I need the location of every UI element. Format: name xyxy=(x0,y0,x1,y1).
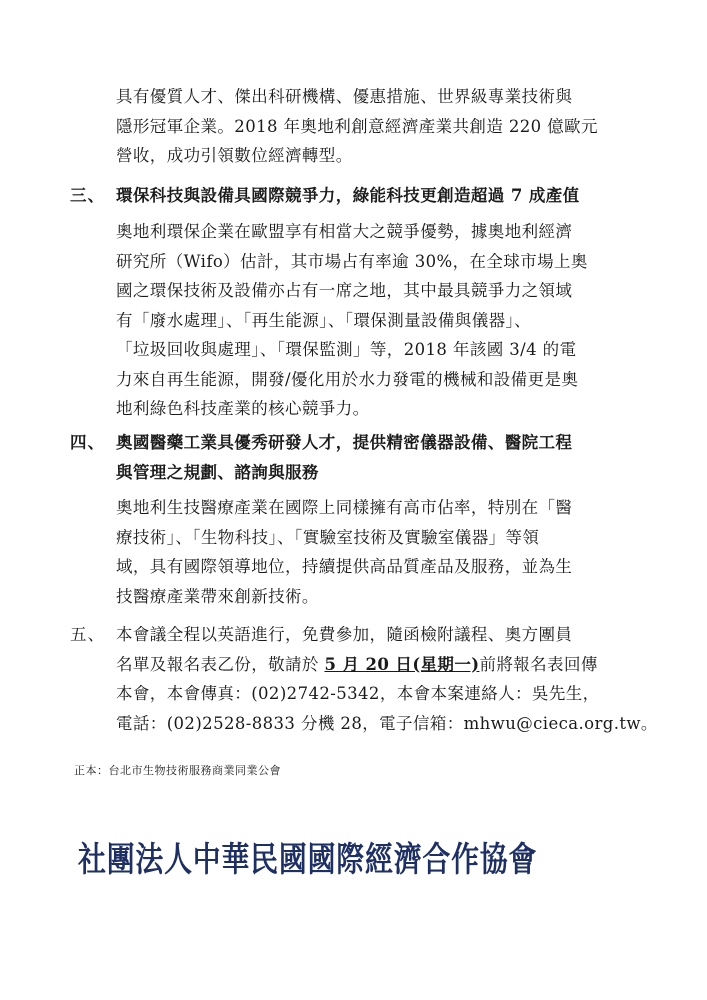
paragraph-line: 研究所（Wifo）估計，其市場占有率逾 30%，在全球市場上奧 xyxy=(116,251,588,271)
paragraph-line: 地利綠色科技產業的核心競爭力。 xyxy=(116,399,370,418)
cc-recipient: 正本：台北市生物技術服務商業同業公會 xyxy=(74,764,281,777)
section-3-paragraph xyxy=(116,217,636,424)
organization-name: 社團法人中華民國國際經濟合作協會 xyxy=(78,840,538,880)
line-text: 前將報名表回傳 xyxy=(479,654,598,674)
paragraph-line: 本會議全程以英語進行，免費參加，隨函檢附議程、奧方團員 xyxy=(116,625,573,644)
paragraph-line: 「垃圾回收與處理」、「環保監測」等，2018 年該國 3/4 的電 xyxy=(116,340,577,359)
intro-line: 隱形冠軍企業。2018 年奧地利創意經濟產業共創造 220 億歐元 xyxy=(116,116,598,136)
heading-line: 與管理之規劃、諮詢與服務 xyxy=(116,462,319,482)
paragraph-line xyxy=(116,650,656,680)
paragraph-line: 有「廢水處理」、「再生能源」、「環保測量設備與儀器」、 xyxy=(116,310,532,330)
paragraph-line: 本會，本會傳真：(02)2742-5342，本會本案連絡人：吳先生， xyxy=(116,684,600,703)
line-text: 名單及報名表乙份，敬請於 xyxy=(116,654,325,674)
section-5-paragraph xyxy=(116,620,656,738)
intro-paragraph xyxy=(116,82,636,171)
deadline-date: 5 月 20 日(星期一) xyxy=(324,654,480,674)
intro-line: 營收，成功引領數位經濟轉型。 xyxy=(116,146,353,165)
section-3-number: 三、 xyxy=(70,186,105,205)
section-4-heading xyxy=(116,428,656,487)
paragraph-line: 電話：(02)2528-8833 分機 28，電子信箱：mhwu@cieca.org.tw。 xyxy=(116,713,658,733)
paragraph-line: 奧地利環保企業在歐盟享有相當大之競爭優勢，據奧地利經濟 xyxy=(116,222,573,241)
paragraph-line: 力來自再生能源，開發/優化用於水力發電的機械和設備更是奧 xyxy=(116,369,579,389)
section-4-paragraph xyxy=(116,493,636,611)
paragraph-line: 國之環保技術及設備亦占有一席之地，其中最具競爭力之領域 xyxy=(116,281,573,300)
intro-line: 具有優質人才、傑出科研機構、優惠措施、世界級專業技術與 xyxy=(116,87,573,106)
section-3-heading xyxy=(116,181,656,211)
paragraph-line: 奧地利生技醫療產業在國際上同樣擁有高市佔率，特別在「醫 xyxy=(116,498,573,517)
section-5-number: 五、 xyxy=(70,625,105,644)
paragraph-line: 技醫療產業帶來創新技術。 xyxy=(116,586,319,606)
heading-line: 環保科技與設備具國際競爭力，綠能科技更創造超過 7 成產值 xyxy=(116,186,580,205)
section-4-number: 四、 xyxy=(70,433,105,452)
paragraph-line: 域，具有國際領導地位，持續提供高品質產品及服務，並為生 xyxy=(116,557,573,576)
heading-line: 奧國醫藥工業具優秀研發人才，提供精密儀器設備、醫院工程 xyxy=(116,433,573,452)
paragraph-line: 療技術」、「生物科技」、「實驗室技術及實驗室儀器」等領 xyxy=(116,527,540,547)
